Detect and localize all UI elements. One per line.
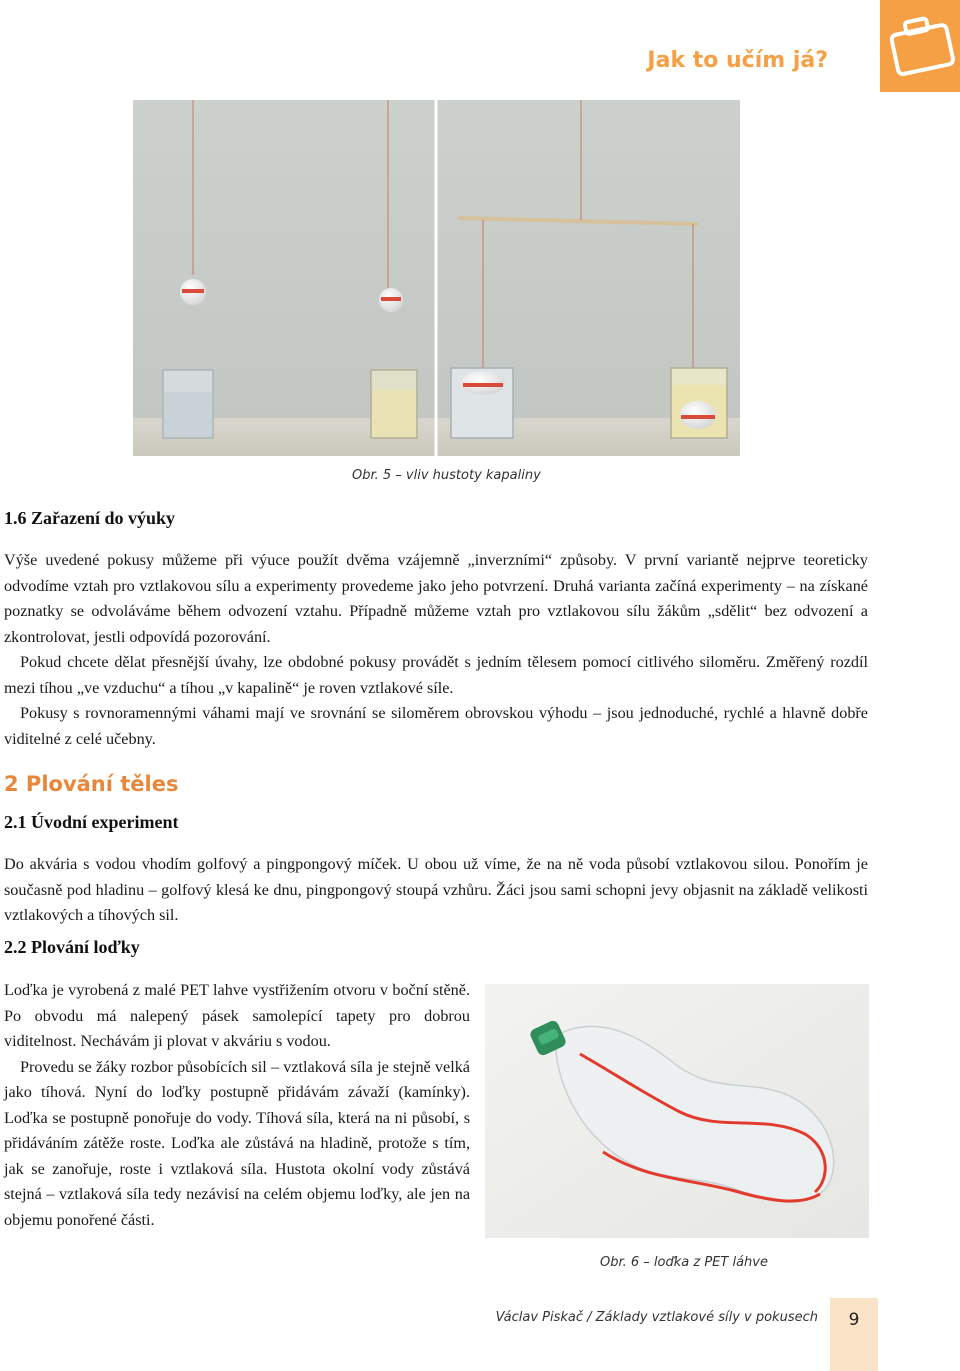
- paragraph: Pokusy s rovnoramennými váhami mají ve srovnání se siloměrem obrovskou výhodu – jsou jednoduché, rychlé a hlavně dobře viditelné z celé učebny.: [4, 704, 868, 748]
- section-body: [4, 852, 868, 929]
- chapter-heading: 2 Plování těles: [4, 772, 179, 796]
- figure-caption: Obr. 6 – loďka z PET láhve: [600, 1255, 768, 1270]
- paragraph: Pokud chcete dělat přesnější úvahy, lze obdobné pokusy provádět s jedním tělesem pomocí citlivého siloměru. Změřený rozdíl mezi tíhou „ve vzduchu“ a tíhou „v kapalině“ je roven vztlakové síle.: [4, 653, 868, 697]
- page-number-tab: [830, 1298, 878, 1371]
- running-header-title: Jak to učím já?: [647, 48, 828, 73]
- page-number: 9: [848, 1310, 860, 1330]
- running-footer: Václav Piskač / Základy vztlakové síly v pokusech: [495, 1310, 818, 1325]
- figure-caption: Obr. 5 – vliv hustoty kapaliny: [352, 468, 541, 483]
- paragraph: Provedu se žáky rozbor působících sil – vztlaková síla je stejně velká jako tíhová. Nyní do loďky postupně přidávám závaží (kamínky). Loďka se postupně ponořuje do vody. Tíhová síla, která na ni působí, s přidáváním zátěže roste. Loďka ale zůstává na hladině, protože s tím, jak se zanořuje, roste i vztlaková síla. Hustota okolní vody zůstává stejná – vztlaková síla tedy nezávisí na celém objemu loďky, ale jen na objemu ponořené části.: [4, 1057, 470, 1229]
- paragraph: Loďka je vyrobená z malé PET lahve vystřižením otvoru v boční stěně. Po obvodu má nalepený pásek samolepící tapety pro dobrou viditelnost. Nechávám ji plovat v akváriu s vodou.: [4, 981, 470, 1050]
- pet-bottle-boat-photo: [485, 984, 869, 1238]
- section-heading: 1.6 Zařazení do výuky: [4, 508, 176, 528]
- section-heading: 2.1 Úvodní experiment: [4, 812, 179, 832]
- briefcase-icon: [880, 0, 960, 92]
- paragraph: Do akvária s vodou vhodím golfový a pingpongový míček. U obou už víme, že na ně voda působí vztlakovou silou. Ponořím je současně pod hladinu – golfový klesá ke dnu, pingpongový stoupá vzhůru. Žáci jsou sami schopni jevy objasnit na základě velikosti vztlakových a tíhových sil.: [4, 855, 868, 924]
- paragraph: Výše uvedené pokusy můžeme při výuce použít dvěma vzájemně „inverzními“ způsoby. V první variantě nejprve teoreticky odvodíme vztah pro vztlakovou sílu a experimenty provedeme jako jeho potvrzení. Druhá varianta začíná experimenty – na získané poznatky se odvoláváme během odvození vztahu. Případně můžeme vztah pro vztlakovou sílu žákům „sdělit“ bez odvození a zkontrolovat, jestli odpovídá pozorování.: [4, 551, 868, 646]
- section-heading: 2.2 Plování loďky: [4, 937, 140, 957]
- section-body: [4, 978, 470, 1233]
- density-experiment-photo: [133, 100, 740, 456]
- section-body: [4, 548, 868, 752]
